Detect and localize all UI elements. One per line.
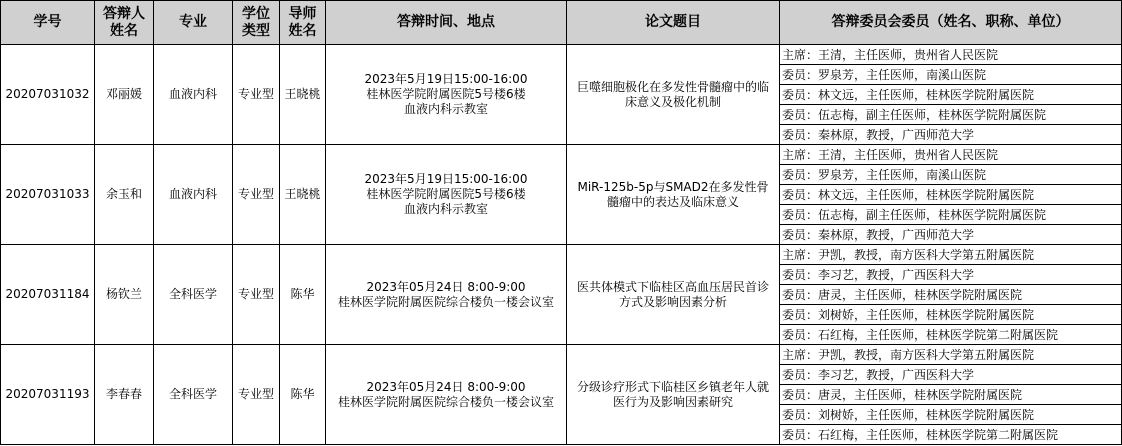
defense-place: 桂林医学院附属医院综合楼负一楼会议室 xyxy=(337,294,554,309)
header-name: 答辩人姓名 xyxy=(95,1,154,45)
thesis-title-cell-text: 巨噬细胞极化在多发性骨髓瘤中的临床意义及极化机制 xyxy=(576,79,769,109)
defense-place: 桂林医学院附属医院5号楼6楼血液内科示教室 xyxy=(366,87,526,116)
header-time-place: 答辩时间、地点 xyxy=(326,1,567,45)
committee-member: 委员：李习艺，教授，广西医科大学 xyxy=(780,365,1122,385)
time-place-cell xyxy=(326,345,567,445)
header-thesis: 论文题目 xyxy=(567,1,780,45)
committee-member: 委员：李习艺，教授，广西医科大学 xyxy=(780,265,1122,285)
major-cell: 全科医学 xyxy=(154,245,233,345)
time-place-cell xyxy=(326,45,567,145)
advisor-cell: 王晓桃 xyxy=(280,145,326,245)
student-id-cell: 20207031033 xyxy=(1,145,95,245)
name-cell: 杨钦兰 xyxy=(95,245,154,345)
committee-member: 委员：罗泉芳，主任医师，南溪山医院 xyxy=(780,65,1122,85)
committee-member: 委员：伍志梅，副主任医师，桂林医学院附属医院 xyxy=(780,105,1122,125)
committee-member: 委员：石红梅，主任医师，桂林医学院第二附属医院 xyxy=(780,325,1122,345)
student-id-cell: 20207031184 xyxy=(1,245,95,345)
degree-type-cell: 专业型 xyxy=(233,245,280,345)
header-advisor: 导师姓名 xyxy=(280,1,326,45)
major-cell: 全科医学 xyxy=(154,345,233,445)
student-id-cell: 20207031032 xyxy=(1,45,95,145)
thesis-title-cell-text: MiR-125b-5p与SMAD2在多发性骨髓瘤中的表达及临床意义 xyxy=(577,179,769,209)
committee-member: 委员：唐灵，主任医师，桂林医学院附属医院 xyxy=(780,285,1122,305)
committee-member: 主席：尹凯，教授，南方医科大学第五附属医院 xyxy=(780,245,1122,265)
table-body xyxy=(1,45,1122,445)
thesis-title-cell xyxy=(567,245,780,345)
header-row xyxy=(1,1,1122,45)
thesis-title-cell xyxy=(567,45,780,145)
committee-member: 委员：伍志梅，副主任医师，桂林医学院附属医院 xyxy=(780,205,1122,225)
major-cell: 血液内科 xyxy=(154,145,233,245)
header-degree-type: 学位类型 xyxy=(233,1,280,45)
degree-type-cell: 专业型 xyxy=(233,145,280,245)
committee-member: 委员：林文远，主任医师，桂林医学院附属医院 xyxy=(780,85,1122,105)
committee-member: 委员：石红梅，主任医师，桂林医学院第二附属医院 xyxy=(780,425,1122,445)
table-row xyxy=(1,245,1122,265)
name-cell: 邓丽媛 xyxy=(95,45,154,145)
table-row xyxy=(1,45,1122,65)
committee-member: 主席：王清，主任医师，贵州省人民医院 xyxy=(780,145,1122,165)
defense-place: 桂林医学院附属医院综合楼负一楼会议室 xyxy=(337,394,554,409)
advisor-cell: 王晓桃 xyxy=(280,45,326,145)
header-major: 专业 xyxy=(154,1,233,45)
defense-place: 桂林医学院附属医院5号楼6楼血液内科示教室 xyxy=(366,187,526,216)
thesis-title-cell-text: 医共体模式下临桂区高血压居民首诊方式及影响因素分析 xyxy=(576,279,769,309)
thesis-title-cell xyxy=(567,145,780,245)
advisor-cell: 陈华 xyxy=(280,345,326,445)
committee-member: 委员：罗泉芳，主任医师，南溪山医院 xyxy=(780,165,1122,185)
committee-member: 委员：刘树娇，主任医师，桂林医学院附属医院 xyxy=(780,305,1122,325)
defense-time: 2023年05月24日 8:00-9:00 xyxy=(366,379,526,394)
committee-member: 委员：秦林原，教授，广西师范大学 xyxy=(780,125,1122,145)
defense-time: 2023年05月24日 8:00-9:00 xyxy=(366,279,526,294)
degree-type-cell: 专业型 xyxy=(233,45,280,145)
major-cell: 血液内科 xyxy=(154,45,233,145)
table-row xyxy=(1,145,1122,165)
time-place-cell xyxy=(326,245,567,345)
committee-member: 委员：刘树娇，主任医师，桂林医学院附属医院 xyxy=(780,405,1122,425)
table-row xyxy=(1,345,1122,365)
header-committee: 答辩委员会委员（姓名、职称、单位） xyxy=(780,1,1122,45)
thesis-title-cell-text: 分级诊疗形式下临桂区乡镇老年人就医行为及影响因素研究 xyxy=(576,379,769,409)
committee-member: 委员：秦林原，教授，广西师范大学 xyxy=(780,225,1122,245)
defense-time: 2023年5月19日15:00-16:00 xyxy=(364,72,528,86)
time-place-cell xyxy=(326,145,567,245)
advisor-cell: 陈华 xyxy=(280,245,326,345)
defense-time: 2023年5月19日15:00-16:00 xyxy=(364,172,528,186)
name-cell: 李春春 xyxy=(95,345,154,445)
name-cell: 余玉和 xyxy=(95,145,154,245)
thesis-title-cell xyxy=(567,345,780,445)
committee-member: 委员：唐灵，主任医师，桂林医学院附属医院 xyxy=(780,385,1122,405)
student-id-cell: 20207031193 xyxy=(1,345,95,445)
degree-type-cell: 专业型 xyxy=(233,345,280,445)
committee-member: 主席：尹凯，教授，南方医科大学第五附属医院 xyxy=(780,345,1122,365)
header-student-id: 学号 xyxy=(1,1,95,45)
committee-member: 主席：王清，主任医师，贵州省人民医院 xyxy=(780,45,1122,65)
committee-member: 委员：林文远，主任医师，桂林医学院附属医院 xyxy=(780,185,1122,205)
